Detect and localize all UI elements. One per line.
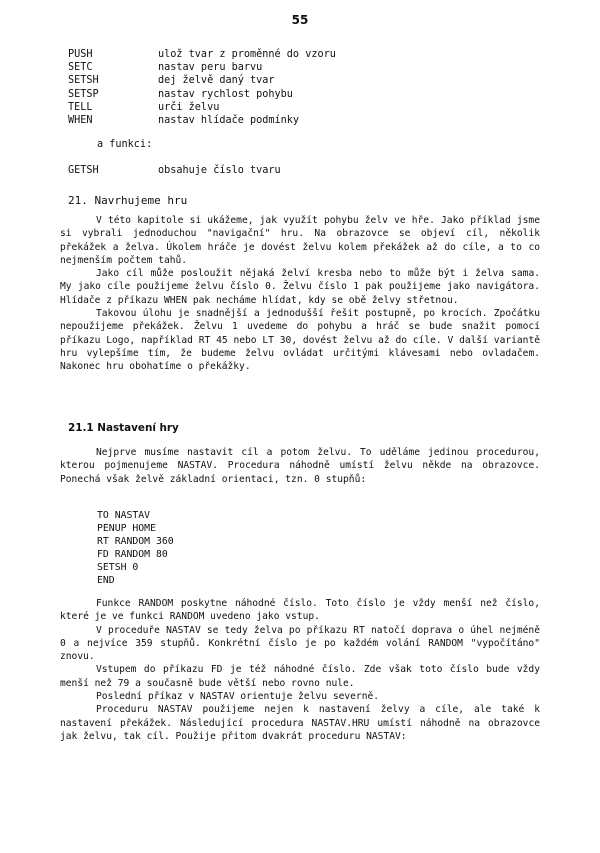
- functions-intro: a funkci:: [97, 139, 153, 150]
- command-name: SETC: [68, 62, 93, 74]
- code-line: RT RANDOM 360: [97, 536, 174, 547]
- code-line: PENUP HOME: [97, 523, 156, 534]
- paragraph: Vstupem do příkazu FD je též náhodné číslo. Zde však toto číslo bude vždy menší než 79 a současně bude větší nebo rovno nule.: [60, 664, 540, 689]
- code-line: SETSH 0: [97, 562, 139, 573]
- command-name: WHEN: [68, 115, 93, 127]
- command-name: TELL: [68, 101, 93, 113]
- command-desc: ulož tvar z proměnné do vzoru: [158, 49, 336, 60]
- section-body: [60, 214, 540, 374]
- paragraph: Funkce RANDOM poskytne náhodné číslo. Toto číslo je vždy menší než číslo, které je ve funkci RANDOM uvedeno jako vstup.: [60, 598, 540, 623]
- page-number: 55: [291, 13, 309, 27]
- code-block: [97, 509, 174, 587]
- command-name: SETSP: [68, 88, 99, 100]
- command-name: PUSH: [68, 49, 93, 60]
- command-desc: dej želvě daný tvar: [158, 75, 275, 87]
- paragraph: Poslední příkaz v NASTAV orientuje želvu severně.: [96, 691, 380, 703]
- command-desc: nastav hlídače podmínky: [158, 115, 300, 127]
- command-row: [68, 114, 336, 127]
- command-name: SETSH: [68, 75, 99, 87]
- subsection-body: [60, 597, 540, 743]
- function-row: [68, 165, 281, 176]
- code-line: END: [97, 575, 115, 586]
- command-row: [68, 101, 336, 114]
- paragraph: Nejprve musíme nastavit cíl a potom želvu. To uděláme jedinou procedurou, kterou pojmenujeme NASTAV. Procedura náhodně umístí želvu někde na obrazovce. Ponechá však želvě základní orientaci, tzn. 0 stupňů:: [60, 447, 540, 485]
- paragraph: V proceduře NASTAV se tedy želva po příkazu RT natočí doprava o úhel nejméně 0 a nejvíce 359 stupňů. Konkrétní číslo je po každém volání RANDOM "vypočítáno" znovu.: [60, 624, 540, 663]
- command-desc: urči želvu: [158, 101, 220, 113]
- command-row: [68, 48, 336, 61]
- command-row: [68, 61, 336, 74]
- paragraph: V této kapitole si ukážeme, jak využít pohybu želv ve hře. Jako příklad jsme si vybrali jednoduchou "navigační" hru. Na obrazovce se objeví cíl, několik překážek a želva. Úkolem hráče je dovést želvu kolem překážek až do cíle, a to co nejmenším počtem tahů.: [60, 215, 540, 266]
- paragraph: Proceduru NASTAV použijeme nejen k nastavení želvy a cíle, ale také k nastavení překážek. Následující procedura NASTAV.HRU umístí náhodně na obrazovce jak želvu, tak cíl. Použije přitom dvakrát proceduru NASTAV:: [60, 704, 540, 742]
- paragraph: Takovou úlohu je snadnější a jednodušší řešit postupně, po krocích. Zpočátku nepoužijeme překážek. Želvu 1 uvedeme do pohybu a hráč se bude snažit pomocí příkazu Logo, například RT 45 nebo LT 30, dovést želvu až do cíle. V další variantě hru vylepšíme tím, že budeme želvu ovládat určitými klávesami nebo ovladačem. Nakonec hru obohatíme o překážky.: [60, 308, 540, 373]
- function-name: GETSH: [68, 165, 99, 176]
- subsection-intro: [60, 446, 540, 486]
- command-row: [68, 74, 336, 87]
- command-desc: nastav rychlost pohybu: [158, 88, 293, 100]
- command-desc: nastav peru barvu: [158, 62, 263, 74]
- paragraph: Jako cíl může posloužit nějaká želví kresba nebo to může být i želva sama. My jako cíle použijeme želvu číslo 0. Želvu číslo 1 pak použijeme jako navigátora. Hlídače z příkazu WHEN pak necháme hlídat, kdy se obě želvy střetnou.: [60, 268, 540, 306]
- code-line: FD RANDOM 80: [97, 549, 168, 560]
- subsection-heading: 21.1 Nastavení hry: [68, 422, 179, 434]
- command-row: [68, 88, 336, 101]
- function-desc: obsahuje číslo tvaru: [158, 165, 281, 176]
- section-heading: 21. Navrhujeme hru: [68, 194, 188, 207]
- command-list: [68, 48, 336, 127]
- code-line: TO NASTAV: [97, 510, 151, 521]
